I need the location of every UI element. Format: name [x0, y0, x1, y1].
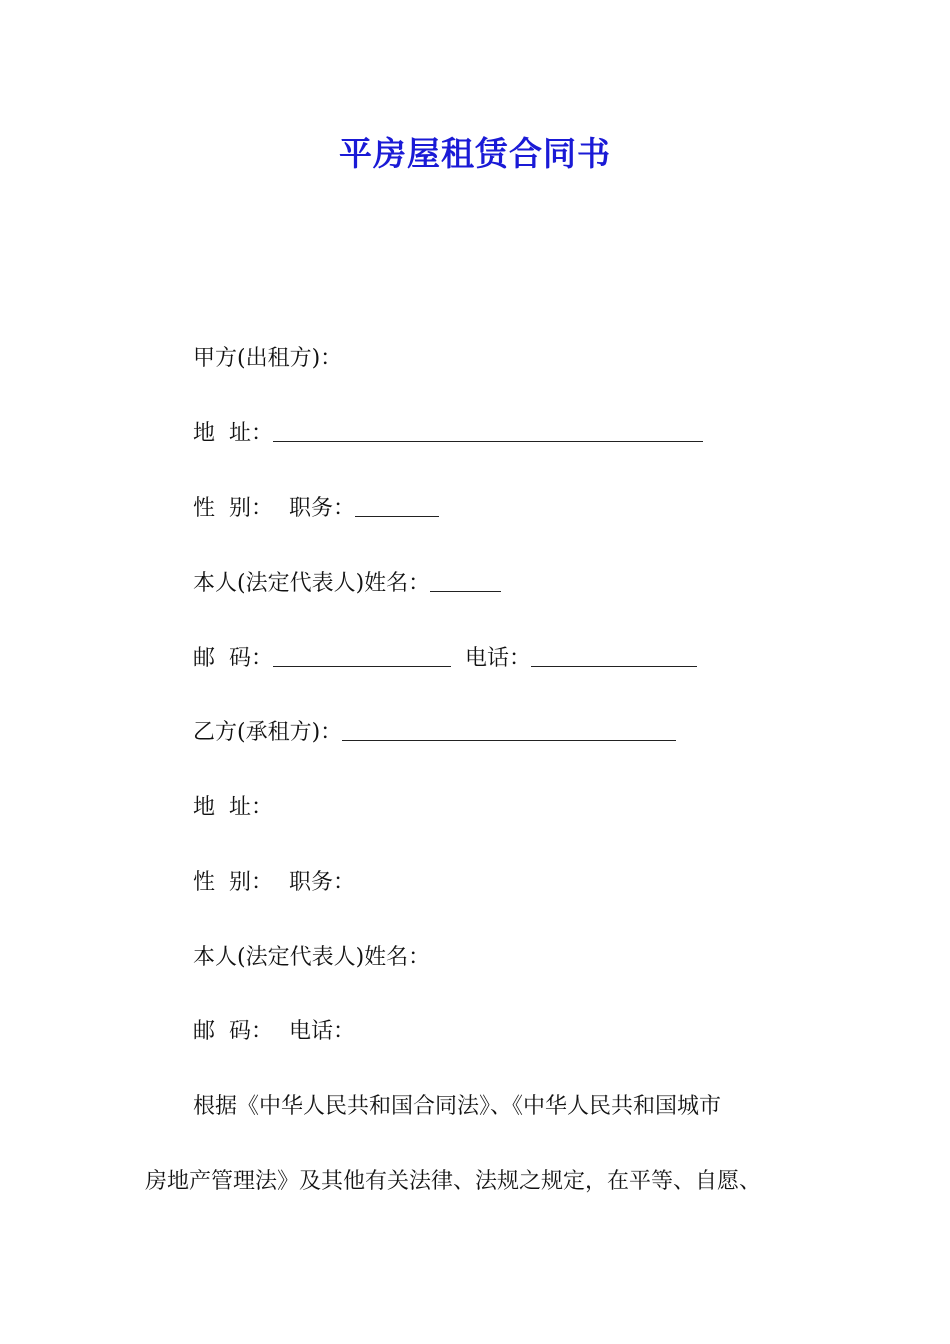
party-b-position-label: 职务：: [289, 870, 356, 895]
party-a-gender-label: 性 别：: [193, 496, 273, 521]
party-a-address-row: [193, 417, 703, 451]
party-a-name-row: [193, 567, 501, 601]
party-a-name-label: 本人(法定代表人)姓名：: [193, 571, 431, 596]
party-a-postcode-label: 邮 码：: [193, 646, 273, 671]
party-a-position-label: 职务：: [289, 496, 356, 521]
party-a-address-blank: [273, 417, 703, 442]
party-b-heading: 乙方(承租方)：: [193, 720, 343, 745]
party-b-postcode-label: 邮 码：: [193, 1019, 273, 1044]
party-b-heading-blank: [342, 716, 676, 741]
party-a-address-label: 地 址：: [193, 421, 273, 446]
party-a-heading-row: [193, 342, 342, 376]
party-a-gender-row: [193, 492, 439, 526]
party-b-address-label: 地 址：: [193, 795, 273, 820]
party-b-gender-label: 性 别：: [193, 870, 273, 895]
party-b-heading-row: [193, 716, 676, 750]
body-paragraph-line-2: 房地产管理法》及其他有关法律、法规之规定，在平等、自愿、: [145, 1169, 762, 1194]
party-b-postcode-row: [193, 1015, 355, 1049]
party-b-name-row: [193, 941, 430, 975]
party-b-gender-row: [193, 866, 355, 900]
party-a-phone-label: 电话：: [465, 646, 532, 671]
party-b-phone-label: 电话：: [289, 1019, 356, 1044]
body-paragraph-line-1: 根据《中华人民共和国合同法》、《中华人民共和国城市: [193, 1094, 722, 1119]
document-title: 平房屋租赁合同书: [339, 134, 611, 173]
party-a-heading: 甲方(出租方)：: [193, 346, 343, 371]
party-a-postcode-blank: [273, 642, 451, 667]
party-b-name-label: 本人(法定代表人)姓名：: [193, 945, 431, 970]
party-a-position-blank: [355, 492, 439, 517]
party-b-address-row: [193, 791, 273, 825]
party-a-phone-blank: [531, 642, 697, 667]
party-a-postcode-row: [193, 642, 697, 676]
party-a-name-blank: [430, 567, 501, 592]
